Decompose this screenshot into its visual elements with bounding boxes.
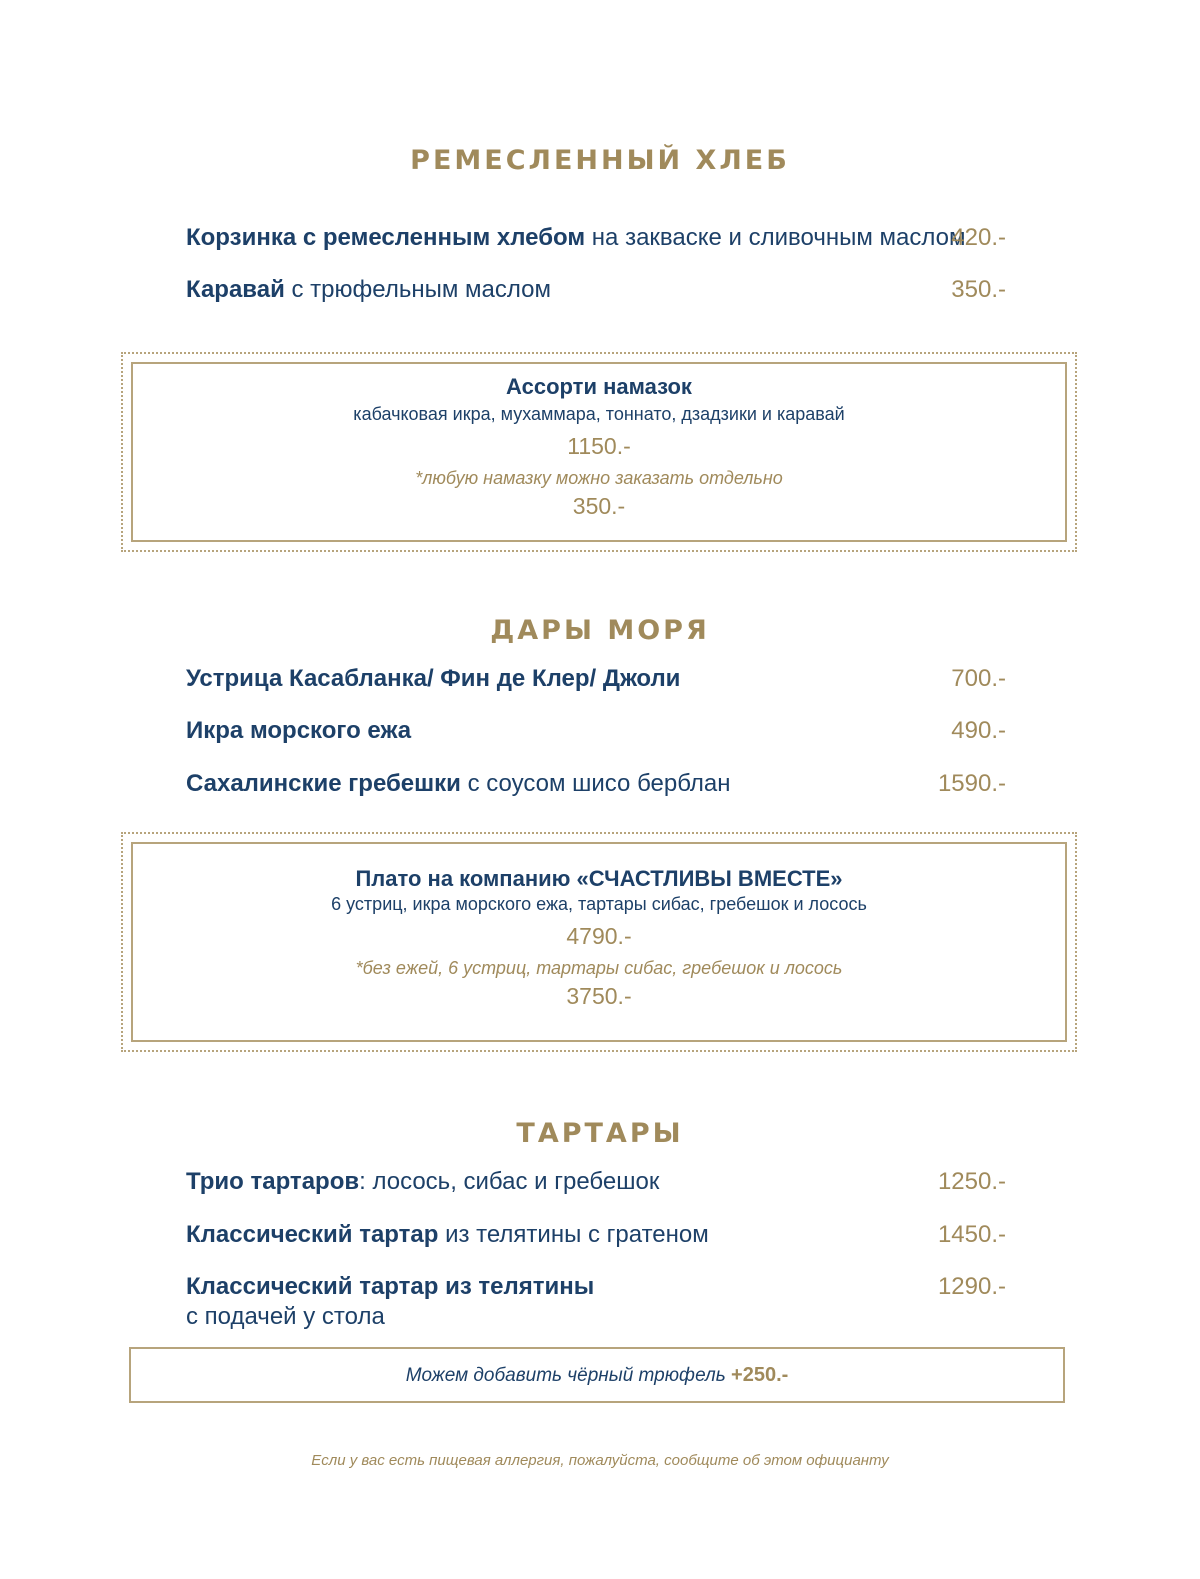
item-name-bold: Классический тартар	[186, 1221, 439, 1248]
section-title-bread: РЕМЕСЛЕННЫЙ ХЛЕБ	[410, 145, 790, 176]
item-name-subline: с подачей у стола	[186, 1303, 385, 1330]
box-price: 1150.-	[567, 433, 631, 459]
truffle-text: Можем добавить чёрный трюфель	[405, 1365, 732, 1386]
section-title-seafood: ДАРЫ МОРЯ	[490, 615, 710, 646]
item-name-detail: из телятины с гратеном	[438, 1221, 709, 1248]
item-name	[186, 1220, 709, 1250]
item-price: 1450.-	[937, 1221, 1006, 1248]
box-note-price: 3750.-	[566, 983, 632, 1009]
item-price: 1290.-	[937, 1273, 1006, 1300]
item-price: 1590.-	[937, 770, 1006, 797]
box-description: кабачковая икра, мухаммара, тоннато, дзадзики и каравай	[353, 404, 845, 424]
item-name	[186, 223, 965, 253]
item-price: 420.-	[951, 224, 1006, 251]
box-title: Плато на компанию «СЧАСТЛИВЫ ВМЕСТЕ»	[355, 866, 843, 891]
item-name-detail: на закваске и сливочным маслом	[585, 224, 966, 251]
box-title: Ассорти намазок	[506, 374, 692, 399]
item-name	[186, 275, 551, 305]
item-name	[186, 1272, 594, 1332]
item-name-bold: Устрица Касабланка/ Фин де Клер/ Джоли	[186, 665, 681, 692]
spreads-box-inner	[131, 362, 1067, 542]
item-price: 1250.-	[937, 1168, 1006, 1195]
plateau-box	[121, 832, 1077, 1052]
truffle-price: +250.-	[731, 1364, 789, 1386]
item-name-bold: Каравай	[186, 276, 285, 303]
item-name	[186, 1167, 659, 1197]
item-name-bold: Икра морского ежа	[186, 717, 412, 744]
box-price: 4790.-	[566, 923, 632, 949]
item-name	[186, 769, 731, 799]
item-name-detail: с соусом шисо берблан	[460, 770, 731, 797]
item-name	[186, 716, 411, 746]
allergy-note: Если у вас есть пищевая аллергия, пожалуйста, сообщите об этом официанту	[311, 1452, 889, 1469]
item-name-bold: Корзинка с ремесленным хлебом	[186, 224, 586, 251]
item-name-bold: Сахалинские гребешки	[186, 770, 461, 797]
spreads-box	[121, 352, 1077, 552]
item-name-bold: Классический тартар из телятины	[186, 1273, 595, 1300]
box-description: 6 устриц, икра морского ежа, тартары сибас, гребешок и лосось	[331, 894, 867, 914]
box-note: *любую намазку можно заказать отдельно	[415, 468, 783, 488]
box-note: *без ежей, 6 устриц, тартары сибас, гребешок и лосось	[355, 958, 843, 978]
item-price: 700.-	[951, 665, 1006, 692]
item-name-detail: с трюфельным маслом	[284, 276, 551, 303]
truffle-addon-box	[129, 1347, 1065, 1403]
item-name	[186, 664, 680, 694]
plateau-box-inner	[131, 842, 1067, 1042]
item-name-detail: : лосось, сибас и гребешок	[359, 1168, 660, 1195]
box-note-price: 350.-	[572, 493, 626, 519]
section-title-tartare: ТАРТАРЫ	[516, 1118, 684, 1149]
item-price: 490.-	[951, 717, 1006, 744]
item-price: 350.-	[951, 276, 1006, 303]
item-name-bold: Трио тартаров	[186, 1168, 360, 1195]
